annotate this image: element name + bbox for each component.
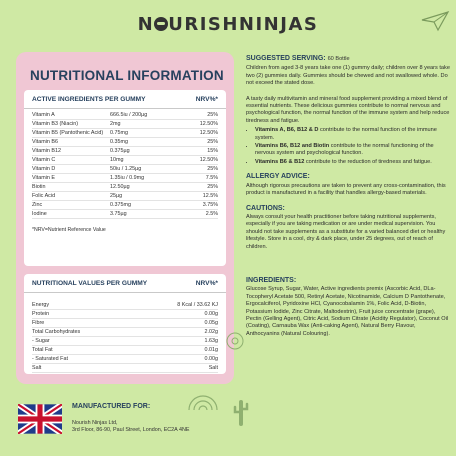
nutritional-values-table	[32, 301, 218, 373]
ingredients-heading: INGREDIENTS:	[246, 276, 297, 284]
row-name: Vitamin D	[32, 165, 110, 174]
row-amount: 1.35iu / 0.9mg	[110, 174, 170, 183]
row-name: Vitamin C	[32, 156, 110, 165]
row-amount: 0.375µg	[110, 147, 170, 156]
table-row	[32, 147, 218, 156]
address-line-1: Nourish Ninjas Ltd,	[72, 420, 118, 426]
row-nrv: 25%	[170, 165, 218, 174]
row-name: Vitamin B3 (Niacin)	[32, 120, 110, 129]
brand-name-end: URISHNINJAS	[168, 14, 319, 35]
brand-logo	[0, 14, 456, 35]
row-nrv: 12.5%	[170, 192, 218, 201]
row-value: 2.02g	[110, 328, 218, 337]
row-nrv: 15%	[170, 147, 218, 156]
ninja-logo-icon	[154, 17, 168, 31]
panel-title: NUTRITIONAL INFORMATION	[30, 68, 224, 83]
table-row	[32, 201, 218, 210]
nutrition-panel	[16, 52, 234, 384]
row-nrv: 3.75%	[170, 201, 218, 210]
active-ingredients-card	[24, 90, 226, 266]
row-value: 8 Kcal / 33.62 KJ	[110, 301, 218, 310]
row-name: Total Fat	[32, 346, 110, 355]
row-amount: 2mg	[110, 120, 170, 129]
row-amount: 0.75mg	[110, 129, 170, 138]
table-row	[32, 319, 218, 328]
serving-heading	[246, 55, 450, 63]
table-row	[32, 346, 218, 355]
benefit-bold: Vitamins B6 & B12	[255, 158, 305, 165]
uk-flag-icon	[18, 404, 62, 434]
row-name: - Sugar	[32, 337, 110, 346]
row-name: Vitamin E	[32, 174, 110, 183]
table-row	[32, 165, 218, 174]
brand-name-start: N	[137, 14, 155, 35]
allergy-text: Although rigorous precautions are taken to prevent any cross-contamination, this product is manufactured in a facility that handles allergy-based materials.	[246, 182, 446, 197]
row-value: 1.63g	[110, 337, 218, 346]
bubble-icon	[224, 330, 246, 352]
benefit-text: contribute to the reduction of tiredness and fatigue.	[304, 158, 432, 165]
row-name: Folic Acid	[32, 192, 110, 201]
table-row	[32, 156, 218, 165]
row-name: Vitamin B6	[32, 138, 110, 147]
nutritional-values-header	[24, 274, 226, 293]
row-value: Salt	[110, 364, 218, 373]
row-amount: 3.75µg	[110, 210, 170, 219]
address-line-2: 3rd Floor, 86-90, Paul Street, London, EC2A 4NE	[72, 427, 190, 433]
table-row	[32, 310, 218, 319]
serving-title: SUGGESTED SERVING:	[246, 55, 326, 62]
row-name: Zinc	[32, 201, 110, 210]
table-row	[32, 183, 218, 192]
row-amount: 50iu / 1.25µg	[110, 165, 170, 174]
cautions-heading: CAUTIONS:	[246, 204, 285, 212]
benefit-bold: Vitamins B6, B12 and Biotin	[255, 143, 330, 150]
row-name: Biotin	[32, 183, 110, 192]
row-name: Fibre	[32, 319, 110, 328]
row-nrv: 25%	[170, 111, 218, 120]
nrv-footnote: *NRV=Nutrient Reference Value	[32, 227, 106, 233]
active-ingredients-head-left: ACTIVE INGREDIENTS PER GUMMY	[32, 95, 146, 103]
row-name: Protein	[32, 310, 110, 319]
table-row	[32, 192, 218, 201]
table-row	[32, 301, 218, 310]
table-row	[32, 129, 218, 138]
row-amount: 0.375mg	[110, 201, 170, 210]
row-amount: 12.50µg	[110, 183, 170, 192]
table-row	[32, 174, 218, 183]
list-item	[255, 127, 450, 142]
table-row	[32, 120, 218, 129]
serving-subtitle: 60 Bottle	[327, 56, 350, 62]
row-amount: 10mg	[110, 156, 170, 165]
row-name: - Saturated Fat	[32, 355, 110, 364]
row-name: Total Carbohydrates	[32, 328, 110, 337]
row-nrv: 25%	[170, 183, 218, 192]
row-name: Salt	[32, 364, 110, 373]
row-nrv: 25%	[170, 138, 218, 147]
row-name: Vitamin A	[32, 111, 110, 120]
table-row	[32, 210, 218, 219]
row-value: 0.00g	[110, 355, 218, 364]
row-nrv: 12.50%	[170, 156, 218, 165]
row-value: 0.01g	[110, 346, 218, 355]
serving-text: Children from aged 3-8 years take one (1) gummy daily; children over 8 years take two (2) gummies daily. Gummies should be chewed and not swallowed whole. Do not exceed the stated dose.	[246, 65, 450, 87]
table-row	[32, 138, 218, 147]
active-ingredients-header	[24, 90, 226, 109]
row-nrv: 12.50%	[170, 120, 218, 129]
table-row	[32, 364, 218, 373]
row-name: Vitamin B12	[32, 147, 110, 156]
row-name: Energy	[32, 301, 110, 310]
benefit-bold: Vitamins A, B6, B12 & D	[255, 127, 319, 134]
row-amount: 666.5iu / 200µg	[110, 111, 170, 120]
benefit-text: contribute to the normal functioning of the nervous system and psychological function.	[255, 143, 434, 157]
active-ingredients-head-right: NRV%*	[195, 95, 218, 103]
nutritional-values-head-right: NRV%*	[195, 279, 218, 287]
nutritional-values-head-left: NUTRITIONAL VALUES PER GUMMY	[32, 279, 148, 287]
cautions-text: Always consult your health practitioner before taking nutritional supplements, especially if you are taking medication or are under medical supervision. You should not take supplements as a substitute for a varied balanced diet or healthy lifestyle. Store in a cool, dry & dark place, under 25 degrees, out of reach of children.	[246, 213, 446, 250]
manufacturer-address	[72, 420, 242, 434]
list-item	[255, 143, 450, 158]
benefits-list	[246, 127, 450, 166]
row-amount: 0.35mg	[110, 138, 170, 147]
row-value: 0.05g	[110, 319, 218, 328]
description-text: A tasty daily multivitamin and mineral food supplement providing a mixed blend of essential nutrients. These delicious gummies contribute to normal nervous and psychological function, the normal function of the immune system and help reduce tiredness and fatigue.	[246, 95, 450, 124]
manufactured-for-title: MANUFACTURED FOR:	[72, 403, 151, 410]
info-column	[246, 55, 450, 338]
table-row	[32, 355, 218, 364]
row-value: 0.00g	[110, 310, 218, 319]
table-row	[32, 111, 218, 120]
rainbow-icon	[186, 392, 220, 412]
row-name: Vitamin B5 (Pantothenic Acid)	[32, 129, 110, 138]
table-row	[32, 337, 218, 346]
active-ingredients-table	[32, 111, 218, 219]
row-nrv: 12.50%	[170, 129, 218, 138]
paper-plane-icon	[420, 10, 450, 32]
row-nrv: 7.5%	[170, 174, 218, 183]
ingredients-text: Glucose Syrup, Sugar, Water, Active ingredients premix (Ascorbic Acid, DLa-Tocopheryl Acetate 500, Retinyl Acetate, Nicotinamide, Calcium D Pantothenate, Ergocalciferol, Pyridoxine HCl, Cyanocobalamin 1%, Folic Acid, D-Biotin, Potassium Iodide, Zinc Citrate, Maltodextrin), Fruit juice concentrate (grape), Pectin (Gelling Agent), Citric Acid, Sodium Citrate (Acidity Regulator), Coconut Oil (Coating), Carnauba Wax (Anti-caking Agent), Natural Berry Flavour, Anthocyanins (Natural Colouring).	[246, 286, 449, 337]
allergy-heading: ALLERGY ADVICE:	[246, 173, 310, 181]
list-item	[255, 159, 450, 166]
row-name: Iodine	[32, 210, 110, 219]
row-nrv: 2.5%	[170, 210, 218, 219]
nutritional-values-card	[24, 274, 226, 374]
benefit-text: contribute to the normal function of the immune system.	[255, 127, 437, 141]
table-row	[32, 328, 218, 337]
row-amount: 25µg	[110, 192, 170, 201]
